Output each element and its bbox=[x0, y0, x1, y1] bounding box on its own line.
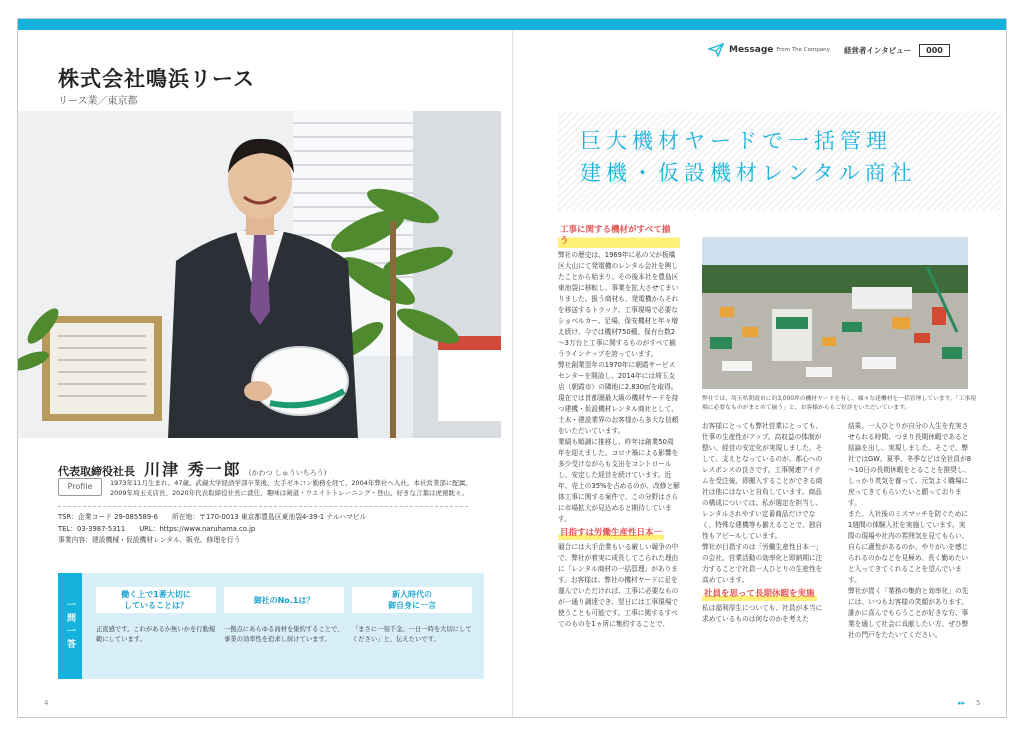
rep-name: 川津 秀一郎 bbox=[144, 460, 242, 479]
headline bbox=[580, 125, 917, 189]
col1-paragraph-3: 業績も順調に推移し、昨年は創業50周年を迎えました。コロナ禍による影響を多少受けながらも支出をコントロールし、安定した経営を続けています。近年、売上の35%を占めるのが、改修と解体工事に関する案件で、この分野はさらに市場拡大が見込めると期待しています。 bbox=[558, 438, 680, 523]
yard-illustration bbox=[702, 237, 968, 389]
qa-item-3 bbox=[352, 587, 472, 645]
paper-plane-icon bbox=[708, 43, 724, 57]
industry-label: リース業／東京都 bbox=[58, 96, 138, 107]
page-header bbox=[708, 43, 950, 57]
col3-paragraph-3: 弊社が貫く「業務の集約と効率化」の先には、いつもお客様の笑顔があります。誰かに喜んでもらうことが好きな方、事業を通して社会に貢献したい方、ぜひ弊社の門戸をたたいてください。 bbox=[848, 587, 969, 639]
qa-section bbox=[58, 573, 484, 679]
qa-question-3: 新人時代の 御自身に一言 bbox=[352, 587, 472, 613]
qa-question-1: 働く上で1番大切に していることは？ bbox=[96, 587, 216, 613]
rep-title: 代表取締役社長 bbox=[58, 465, 135, 478]
col1-paragraph-1: 弊社の歴史は、1969年に私の父が板橋区大山にて発電機のレンタル会社を興したことから始まり、その後本社を豊島区東池袋に移転し、事業を拡大させてまいりました。扱う商材も、発電機からそれを移送するトラック、工事現場で必要なショベルカー、足場、保安機材と年々増え続け、今では機材750種、保有台数2～3万台と工事に関するものがすべて揃うラインナップを誇っています。 bbox=[558, 251, 679, 358]
header-message: Message bbox=[729, 45, 774, 55]
top-accent-bar bbox=[18, 19, 1006, 30]
representative-line bbox=[58, 457, 326, 480]
photo-caption: 弊社では、埼玉県朝霞市に約3,000坪の機材ヤードを有し、様々な建機材を一括管理しています。「工事現場に必要なものがまとめて揃う」と、お客様からもご好評をいただいています。 bbox=[702, 396, 977, 411]
info-business: 事業内容：建設機械・仮設機材レンタル、販売、修理を行う bbox=[58, 536, 241, 544]
col2-paragraph-1: お客様にとっても弊社営業にとっても、仕事の生産性がアップ。高収益の体制が整い、経営の安定化が実現しました。そして、支えとなっているのが、都心へのレスポンスの良さです。工事関連アイテムを受注後、即搬入することができる商社は他にはないと自負しています。商品の構成については、私が選定を担当し、レンタルされやすい定番商品だけでなく、特殊な建機等も揃えることで、独自性もアピールしています。 bbox=[702, 422, 823, 540]
page-gutter bbox=[512, 30, 513, 717]
next-page-arrow-icon: ▸▸ bbox=[958, 699, 966, 707]
subheading-1: 工事に関する機材がすべて揃う bbox=[558, 225, 680, 248]
headline-line-1: 巨大機材ヤードで一括管理 bbox=[580, 129, 892, 153]
subheading-2: 目指すは労働生産性日本一 bbox=[560, 528, 663, 538]
magazine-spread bbox=[17, 18, 1007, 718]
headline-line-2: 建機・仮設機材レンタル商社 bbox=[580, 161, 917, 185]
info-tel: TEL：03-3987-5311 bbox=[58, 524, 126, 533]
article-column-2 bbox=[702, 421, 826, 625]
col1-paragraph-4: 競合には大手企業もいる厳しい競争の中で、弊社が着実に成長してこられた理由に「レンタル商材の一括管理」があります。お客様は、弊社の機材ヤードに足を運んでいただければ、工事に必要なものが一通り調達でき、翌日には工事現場で使うことも可能です。工事に関するすべてのものを1ヵ所に集約することで、 bbox=[558, 543, 679, 628]
header-from: From The Company bbox=[776, 47, 830, 53]
qa-answer-2: 一拠点にあらゆる商材を集約することで、事業の効率性を追求し続けています。 bbox=[224, 626, 344, 643]
rep-kana: (かわつ しゅういちろう) bbox=[248, 469, 327, 477]
profile-text: 1973年11月生まれ。47歳。武蔵大学経済学部卒業後、大手ゼネコン勤務を経て、2004年弊社へ入社。本社営業部に配属。2009年埼玉支店長、2020年代表取締役社長に就任。趣味は剣道・ウエイトトレーニング・登山。好きな言葉は虎視眈々。 bbox=[110, 479, 472, 497]
article-column-3 bbox=[848, 421, 972, 641]
info-tsr: TSR：企業コード 29-085589-6 bbox=[58, 513, 158, 521]
divider bbox=[58, 506, 468, 507]
company-info bbox=[58, 512, 366, 547]
info-url[interactable]: URL：https://www.naruhama.co.jp bbox=[139, 524, 256, 533]
qa-answer-1: 正直感です。これがあるか無いかを行動規範にしています。 bbox=[96, 626, 216, 643]
col3-paragraph-2: また、入社後のミスマッチを防ぐために1週間の体験入社を実施しています。実際の現場や社内の雰囲気を見てもらい、自らに適性があるのか、やりがいを感じられるのかなどを見極め、長く勤めたいと入ってきてくれることを望んでいます。 bbox=[848, 510, 969, 584]
header-interview: 経営者インタビュー bbox=[843, 45, 912, 55]
col2-paragraph-2: 弊社が目指すのは「労働生産性日本一」の会社。営業活動の効率化と即納期に注力することで社員一人ひとりの生産性を高めています。 bbox=[702, 543, 823, 584]
company-name: 株式会社鳴浜リース bbox=[58, 67, 255, 91]
col2-paragraph-3: 私は福利厚生についても、社員が本当に求めているものは何なのかを考えた bbox=[702, 604, 823, 623]
subheading-3: 社員を思って長期休暇を実施 bbox=[704, 589, 815, 599]
col1-paragraph-2: 弊社創業翌年の1970年に朝霞サービスセンターを開設し、2014年には埼玉支店（朝霞市）の隣地に2,830㎡を取得。現在では首都圏最大級の機材ヤードを持つ建機・仮設機材レンタル商社として、土木・建設業界のお客様から多大な信頼をいただいています。 bbox=[558, 361, 679, 435]
qa-answer-3: 「まさに一刻千金。一日一時を大切にしてください」と、伝えたいです。 bbox=[352, 626, 472, 643]
profile-badge: Profile bbox=[58, 478, 102, 496]
qa-label: 一問一答 bbox=[58, 573, 82, 679]
qa-item-2 bbox=[224, 587, 344, 645]
page-number-left: 4 bbox=[44, 699, 49, 707]
issue-number: 000 bbox=[919, 44, 950, 57]
info-address: 所在地：〒170-0013 東京都豊島区東池袋4-39-1 ナルハマビル bbox=[171, 513, 367, 521]
article-column-1 bbox=[558, 222, 680, 630]
ceo-portrait-illustration bbox=[18, 111, 501, 438]
ceo-photo bbox=[18, 111, 501, 438]
qa-question-2: 御社のNo.1は？ bbox=[224, 587, 344, 613]
page-number-right: 5 bbox=[976, 699, 981, 707]
qa-item-1 bbox=[96, 587, 216, 645]
equipment-yard-photo bbox=[702, 237, 968, 389]
col3-paragraph-1: 結果、一人ひとりが自分の人生を充実させられる時間、つまり長期休暇であると結論を出し、実現しました。そこで、弊社ではGW、夏季、冬季などは全社員が8～10日の長期休暇をとることを推奨し、しっかり英気を養って、元気よく職場に戻ってきてもらいたいと願っております。 bbox=[848, 422, 972, 507]
headline-box bbox=[558, 111, 1001, 211]
